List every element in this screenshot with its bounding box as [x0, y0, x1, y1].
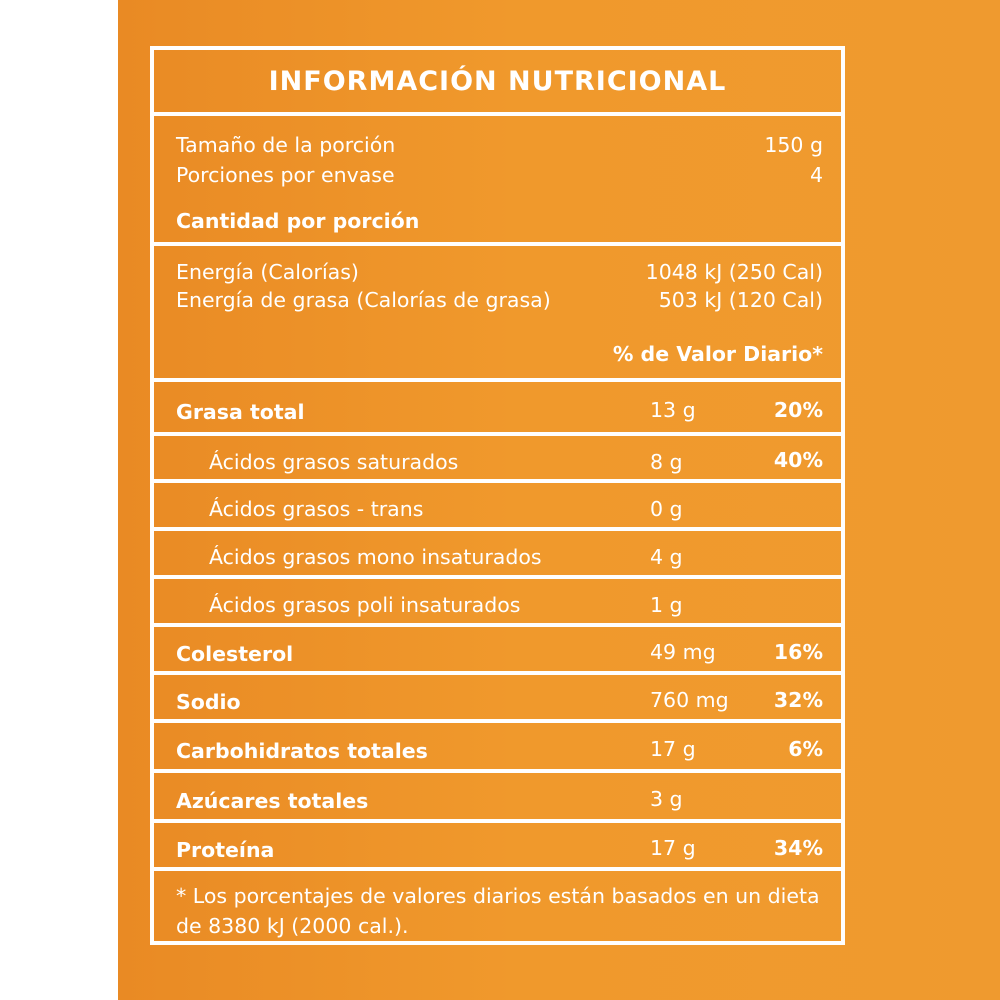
nutrient-name: Ácidos grasos saturados — [209, 450, 459, 474]
nutrient-name: Colesterol — [176, 642, 294, 666]
nutrient-amount: 17 g — [650, 836, 696, 860]
nutrient-name: Ácidos grasos - trans — [209, 497, 424, 521]
nutrition-facts-label — [150, 46, 845, 945]
footnote-row — [154, 871, 841, 945]
servings-per-pack-label: Porciones por envase — [176, 163, 395, 187]
nutrient-amount: 0 g — [650, 497, 683, 521]
nutrient-daily-value: 16% — [773, 640, 823, 664]
nutrient-row-saturados — [154, 436, 841, 483]
footnote: * Los porcentajes de valores diarios están basados en un dieta de 8380 kJ (2000 cal.). — [176, 884, 820, 938]
serving-size-value: 150 g — [764, 133, 823, 157]
nutrient-row-sodio — [154, 675, 841, 723]
nutrient-amount: 49 mg — [650, 640, 716, 664]
nutrient-name: Azúcares totales — [176, 789, 369, 813]
energy-label: Energía (Calorías) — [176, 260, 359, 284]
nutrient-name: Ácidos grasos poli insaturados — [209, 593, 521, 617]
energy-value: 1048 kJ (250 Cal) — [645, 260, 823, 284]
title-row — [154, 50, 841, 116]
nutrient-daily-value: 6% — [788, 737, 823, 761]
nutrient-daily-value: 20% — [773, 398, 823, 422]
daily-value-header: % de Valor Diario* — [612, 342, 823, 366]
fat-energy-value: 503 kJ (120 Cal) — [658, 288, 823, 312]
serving-size-label: Tamaño de la porción — [176, 133, 396, 157]
nutrient-amount: 17 g — [650, 737, 696, 761]
nutrient-daily-value: 40% — [773, 448, 823, 472]
nutrient-row-grasa-total — [154, 382, 841, 436]
nutrient-row-poli — [154, 579, 841, 627]
nutrient-daily-value: 34% — [773, 836, 823, 860]
serving-row — [154, 116, 841, 246]
nutrient-amount: 1 g — [650, 593, 683, 617]
nutrient-row-carbohidratos — [154, 723, 841, 773]
servings-per-pack-value: 4 — [809, 163, 823, 187]
nutrient-amount: 4 g — [650, 545, 683, 569]
nutrient-amount: 8 g — [650, 450, 683, 474]
nutrient-row-mono — [154, 531, 841, 579]
nutrient-amount: 760 mg — [650, 688, 729, 712]
nutrient-name: Carbohidratos totales — [176, 739, 428, 763]
nutrient-name: Grasa total — [176, 400, 305, 424]
energy-row — [154, 246, 841, 382]
nutrient-name: Ácidos grasos mono insaturados — [209, 545, 542, 569]
nutrient-row-proteina — [154, 823, 841, 871]
nutrient-amount: 3 g — [650, 787, 683, 811]
nutrient-daily-value: 32% — [773, 688, 823, 712]
nutrient-name: Sodio — [176, 690, 241, 714]
nutrient-row-trans — [154, 483, 841, 531]
amount-per-serving: Cantidad por porción — [176, 209, 420, 233]
label-title: INFORMACIÓN NUTRICIONAL — [268, 66, 727, 97]
fat-energy-label: Energía de grasa (Calorías de grasa) — [176, 288, 551, 312]
nutrient-row-azucares — [154, 773, 841, 823]
nutrient-amount: 13 g — [650, 398, 696, 422]
nutrient-name: Proteína — [176, 838, 275, 862]
nutrient-row-colesterol — [154, 627, 841, 675]
